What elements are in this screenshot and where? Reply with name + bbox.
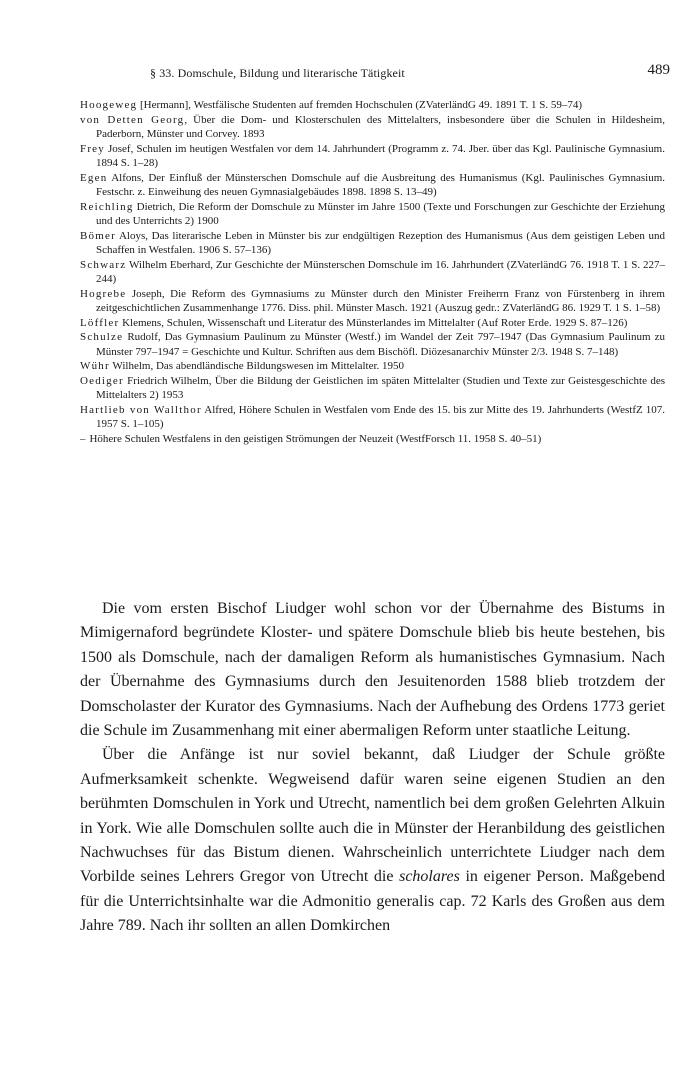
bib-author: Hogrebe [80,287,127,300]
bib-text: , Über die Dom- und Klosterschulen des Mittelalters, insbesondere über die Schulen in Hildesheim, Paderborn, Münster und Corvey. 1893 [96,113,665,140]
bibliography-entry [80,142,665,171]
bib-author: von Detten Georg [80,113,185,126]
bib-author: Hoogeweg [80,99,138,111]
page-header [80,62,670,86]
bib-text: Joseph, Die Reform des Gymnasiums zu Münster durch den Minister Freiherrn Franz von Fürstenberg in ihrem zeitgeschichtlichen Zusammenhange 1776. Diss. phil. Münster Masch. 1921 (Auszug gedr.: ZVaterländG 86. 1929 T. 1 S. 1–58) [96,287,665,314]
bib-author: Hartlieb von Wallthor [80,403,202,416]
paragraph-text: Über die Anfänge ist nur soviel bekannt, daß Liudger der Schule größte Aufmerksamkeit schenkte. Wegweisend dafür waren seine eigenen Studien an den berühmten Domschulen in York und Utrecht, namentlich bei dem großen Gelehrten Alkuin in York. Wie alle Domschulen sollte auch die in Münster der Heranbildung des geistlichen Nachwuchses für das Bistum dienen. Wahrscheinlich unterrichtete Liudger nach dem Vorbilde seines Lehrers Gregor von Utrecht die [80,746,665,886]
bibliography-entry [80,200,665,229]
main-text [80,597,665,939]
bibliography-entry [80,258,665,287]
running-title: § 33. Domschule, Bildung und literarische Tätigkeit [150,66,405,80]
bib-author: Wühr [80,360,110,372]
bibliography-list [80,98,665,446]
bib-author: Reichling [80,200,134,213]
bibliography-entry [80,113,665,142]
bib-text: Höhere Schulen Westfalens in den geistigen Strömungen der Neuzeit (WestfForsch 11. 1958 S. 40–51) [86,432,542,445]
bib-text: Rudolf, Das Gymnasium Paulinum zu Münster (Westf.) im Wandel der Zeit 797–1947 (Das Gymnasium Paulinum zu Münster 797–1947 = Geschichte und Kultur. Schriften aus dem Bischöfl. Diözesanarchiv Münster 2/3. 1948 S. 7–148) [96,331,665,358]
bib-text: Josef, Schulen im heutigen Westfalen vor dem 14. Jahrhundert (Programm z. 74. Jber. über das Kgl. Paulinische Gymnasium. 1894 S. 1–28) [96,142,665,169]
italic-term: scholares [399,868,460,886]
bibliography-entry [80,403,665,432]
bib-text: Wilhelm Eberhard, Zur Geschichte der Münsterschen Domschule im 16. Jahrhundert (ZVaterländG 76. 1918 T. 1 S. 227–244) [96,258,665,285]
bib-text: Aloys, Das literarische Leben in Münster bis zur endgültigen Rezeption des Humanismus (Aus dem geistigen Leben und Schaffen in Westfalen. 1906 S. 57–136) [96,229,665,256]
bib-author: – [80,432,87,445]
bib-author: Löffler [80,316,120,329]
bib-text: Klemens, Schulen, Wissenschaft und Literatur des Münsterlandes im Mittelalter (Auf Roter Erde. 1929 S. 87–126) [119,316,628,329]
paragraph [80,743,665,938]
bibliography-entry [80,316,665,331]
bib-text: Alfred, Höhere Schulen in Westfalen vom Ende des 15. bis zur Mitte des 19. Jahrhunderts (WestfZ 107. 1957 S. 1–105) [96,403,665,430]
bib-author: Schwarz [80,258,127,271]
bib-author: Schulze [80,331,124,343]
bib-author: Egen [80,171,108,184]
bibliography-entry [80,374,665,403]
bib-text: Wilhelm, Das abendländische Bildungswesen im Mittelalter. 1950 [109,360,405,372]
page-number: 489 [647,62,670,78]
bib-author: Oediger [80,374,124,387]
bib-text: Alfons, Der Einfluß der Münsterschen Domschule auf die Ausbreitung des Humanismus (Kgl. Paulinisches Gymnasium. Festschr. z. Einweihung des neuen Gymnasialgebäudes 1898. 1898 S. 13–49) [96,171,665,198]
bibliography-entry [80,287,665,316]
bibliography-entry [80,171,665,200]
bibliography-entry [80,432,665,447]
bib-author: Frey [80,142,105,155]
paragraph: Die vom ersten Bischof Liudger wohl schon vor der Übernahme des Bistums in Mimigernaford begründete Kloster- und spätere Domschule blieb bis heute bestehen, bis 1500 als Domschule, nach der damaligen Reform als humanistisches Gymnasium. Nach der Übernahme des Gymnasiums durch den Jesuitenorden 1588 blieb trotzdem der Domscholaster der Kurator des Gymnasiums. Nach der Aufhebung des Ordens 1773 geriet die Schule im Zusammenhang mit einer abermaligen Reform unter staatliche Leitung. [80,600,665,740]
bib-text: [Hermann], Westfälische Studenten auf fremden Hochschulen (ZVaterländG 49. 1891 T. 1 S. 59–74) [137,99,583,111]
bib-text: Dietrich, Die Reform der Domschule zu Münster im Jahre 1500 (Texte und Forschungen zur Geschichte der Erziehung und des Unterrichts 2) 1900 [96,200,665,227]
bib-text: Friedrich Wilhelm, Über die Bildung der Geistlichen im späten Mittelalter (Studien und Texte zur Geistesgeschichte des Mittelalters 2) 1953 [96,374,665,401]
bibliography-entry [80,330,665,359]
bibliography-entry [80,98,665,113]
bibliography-entry [80,229,665,258]
bib-author: Bömer [80,229,116,242]
bibliography-entry [80,359,665,374]
paragraph-text: in eigener Person. Maßgebend für die Unterrichtsinhalte war die Admonitio generalis cap. 72 Karls des Großen aus dem Jahre 789. Nach ihr sollten an allen Domkirchen [80,868,665,935]
